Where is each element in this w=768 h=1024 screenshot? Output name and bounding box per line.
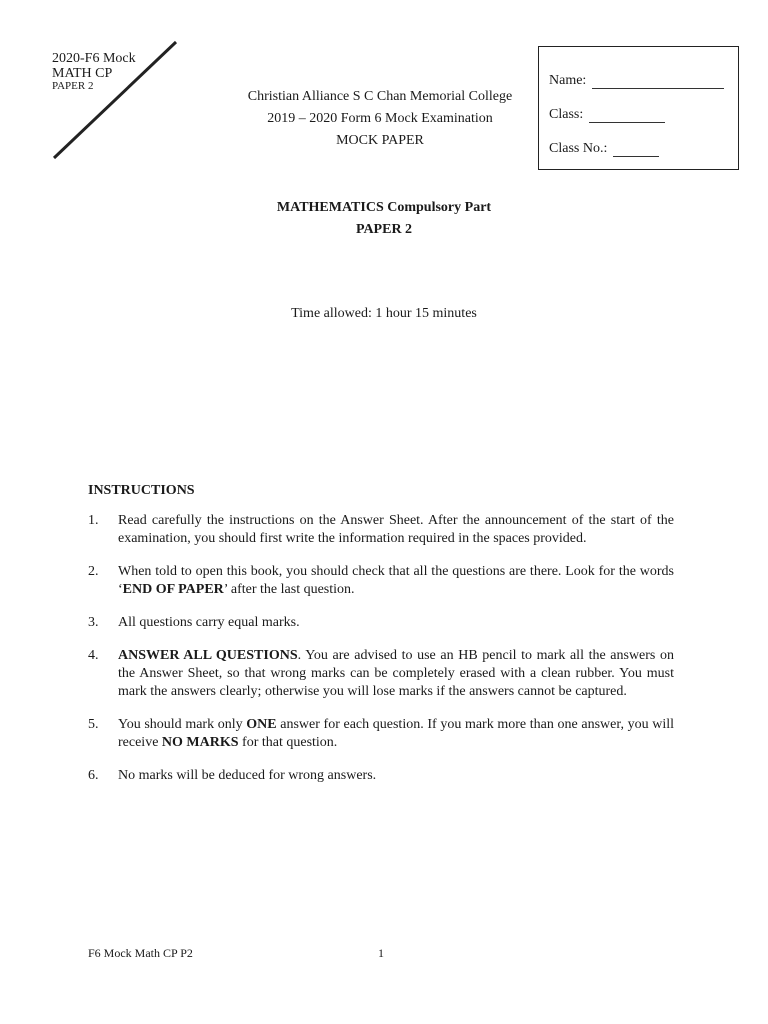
class-no-field-line	[613, 142, 659, 157]
corner-diagonal-line	[48, 38, 182, 162]
instruction-item: 2. When told to open this book, you should check that all the questions are there. Look for the words ‘END OF PAPER’ after the last question.	[88, 564, 674, 597]
paper-number: PAPER 2	[355, 222, 413, 237]
subject-heading	[0, 197, 768, 241]
subject-title: MATHEMATICS Compulsory Part	[276, 200, 492, 215]
instructions-title: INSTRUCTIONS	[88, 483, 195, 498]
student-info-box	[538, 46, 739, 170]
instruction-item: 4. ANSWER ALL QUESTIONS. You are advised to use an HB pencil to mark all the answers on the Answer Sheet, so that wrong marks can be completely erased with a clean rubber. You must mark the answers clearly; otherwise you will lose marks if the answers cannot be captured.	[88, 648, 674, 699]
instruction-item: 6. No marks will be deduced for wrong answers.	[88, 768, 377, 783]
exam-header	[200, 86, 560, 152]
corner-line-3: PAPER 2	[52, 80, 94, 93]
corner-line-1: 2020-F6 Mock	[52, 51, 136, 66]
class-row	[549, 89, 738, 123]
footer-paper-code: F6 Mock Math CP P2	[88, 946, 193, 960]
name-field-line	[592, 74, 724, 89]
page-number: 1	[378, 946, 384, 960]
corner-line-2: MATH CP	[52, 65, 113, 81]
instruction-item: 1. Read carefully the instructions on the Answer Sheet. After the announcement of the start of the examination, you should first write the information required in the spaces provided.	[88, 513, 674, 546]
class-no-row	[549, 123, 738, 157]
instruction-item: 3. All questions carry equal marks.	[88, 615, 300, 630]
instructions-list	[88, 512, 674, 800]
school-name: Christian Alliance S C Chan Memorial College	[247, 89, 513, 104]
exam-title: 2019 – 2020 Form 6 Mock Examination	[267, 111, 493, 126]
class-field-line	[589, 108, 665, 123]
paper-type: MOCK PAPER	[336, 133, 424, 148]
class-no-label: Class No.:	[549, 141, 608, 156]
instruction-item: 5. You should mark only ONE answer for each question. If you mark more than one answer, you will receive NO MARKS for that question.	[88, 717, 674, 750]
name-row	[549, 69, 738, 89]
class-label: Class:	[549, 107, 584, 122]
time-allowed: Time allowed: 1 hour 15 minutes	[291, 306, 477, 321]
name-label: Name:	[549, 73, 587, 88]
